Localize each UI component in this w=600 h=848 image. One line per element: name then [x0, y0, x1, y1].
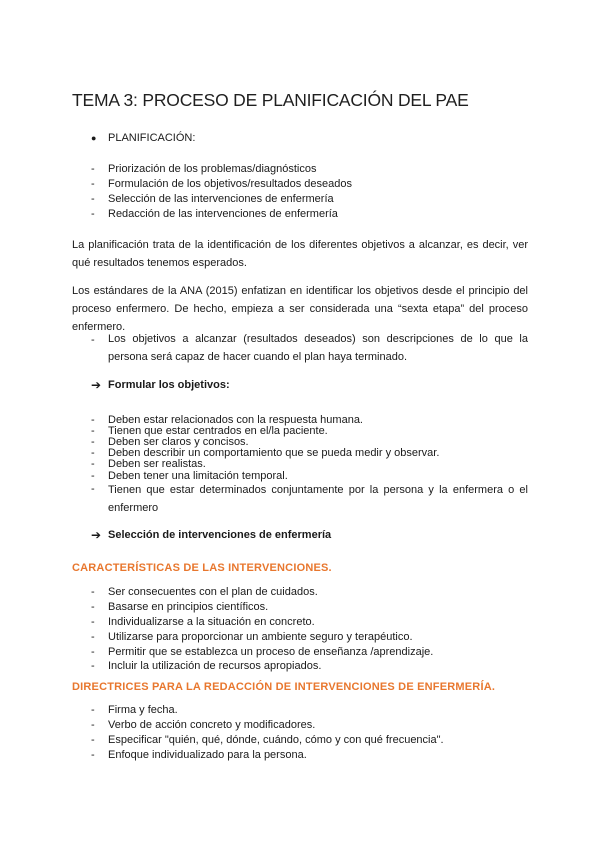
dash-icon: - [91, 458, 95, 470]
bullet-icon: ● [91, 133, 97, 143]
list-item: Especificar "quién, qué, dónde, cuándo, cómo y con qué frecuencia". [108, 734, 444, 746]
dash-icon: - [91, 436, 95, 448]
dash-icon: - [91, 163, 95, 175]
seleccion-heading: Selección de intervenciones de enfermería [108, 529, 332, 541]
list-item: Tienen que estar centrados en el/la paciente. [108, 425, 328, 437]
dash-icon: - [91, 631, 95, 643]
dash-icon: - [91, 483, 95, 495]
list-item: Ser consecuentes con el plan de cuidados. [108, 586, 318, 598]
dash-icon: - [91, 749, 95, 761]
list-item: Permitir que se establezca un proceso de enseñanza /aprendizaje. [108, 646, 434, 658]
list-item: Verbo de acción concreto y modificadores. [108, 719, 316, 731]
list-item: Firma y fecha. [108, 704, 178, 716]
page-title: TEMA 3: PROCESO DE PLANIFICACIÓN DEL PAE [72, 90, 469, 110]
dash-icon: - [91, 719, 95, 731]
list-item-objetivos: Los objetivos a alcanzar (resultados deseados) son descripciones de lo que la persona será capaz de hacer cuando el plan haya terminado. [108, 333, 528, 363]
list-item: Selección de las intervenciones de enfermería [108, 193, 334, 205]
dash-icon: - [91, 601, 95, 613]
paragraph-planificacion: La planificación trata de la identificación de los diferentes objetivos a alcanzar, es decir, ver qué resultados tenemos esperados. [72, 239, 528, 269]
arrow-right-icon: ➔ [91, 528, 102, 542]
dash-icon: - [91, 447, 95, 459]
dash-icon: - [91, 208, 95, 220]
list-item: Individualizarse a la situación en concreto. [108, 616, 315, 628]
directrices-heading: DIRECTRICES PARA LA REDACCIÓN DE INTERVENCIONES DE ENFERMERÍA. [72, 681, 496, 693]
dash-icon: - [91, 178, 95, 190]
dash-icon: - [91, 734, 95, 746]
list-item: Tienen que estar determinados conjuntamente por la persona y la enfermera o el enfermero [108, 484, 528, 514]
list-item: Utilizarse para proporcionar un ambiente seguro y terapéutico. [108, 631, 413, 643]
list-item: Deben tener una limitación temporal. [108, 470, 288, 482]
dash-icon: - [91, 586, 95, 598]
list-item: Incluir la utilización de recursos apropiados. [108, 660, 322, 672]
paragraph-ana: Los estándares de la ANA (2015) enfatizan en identificar los objetivos desde el principio del proceso enfermero. De hecho, empieza a ser considerada una “sexta etapa” del proceso enfermero. [72, 285, 528, 333]
list-item: Deben estar relacionados con la respuesta humana. [108, 414, 363, 426]
dash-icon: - [91, 704, 95, 716]
list-item: Priorización de los problemas/diagnósticos [108, 163, 317, 175]
planificacion-heading: PLANIFICACIÓN: [108, 132, 196, 144]
list-item: Enfoque individualizado para la persona. [108, 749, 307, 761]
list-item: Deben describir un comportamiento que se pueda medir y observar. [108, 447, 440, 459]
caracteristicas-heading: CARACTERÍSTICAS DE LAS INTERVENCIONES. [72, 562, 332, 574]
dash-icon: - [91, 425, 95, 437]
dash-icon: - [91, 334, 95, 346]
dash-icon: - [91, 193, 95, 205]
dash-icon: - [91, 646, 95, 658]
arrow-right-icon: ➔ [91, 378, 102, 392]
formular-heading: Formular los objetivos: [108, 379, 230, 391]
list-item: Redacción de las intervenciones de enfermería [108, 208, 338, 220]
list-item: Formulación de los objetivos/resultados deseados [108, 178, 352, 190]
dash-icon: - [91, 414, 95, 426]
dash-icon: - [91, 470, 95, 482]
list-item: Basarse en principios científicos. [108, 601, 269, 613]
dash-icon: - [91, 616, 95, 628]
list-item: Deben ser realistas. [108, 458, 206, 470]
dash-icon: - [91, 660, 95, 672]
list-item: Deben ser claros y concisos. [108, 436, 249, 448]
